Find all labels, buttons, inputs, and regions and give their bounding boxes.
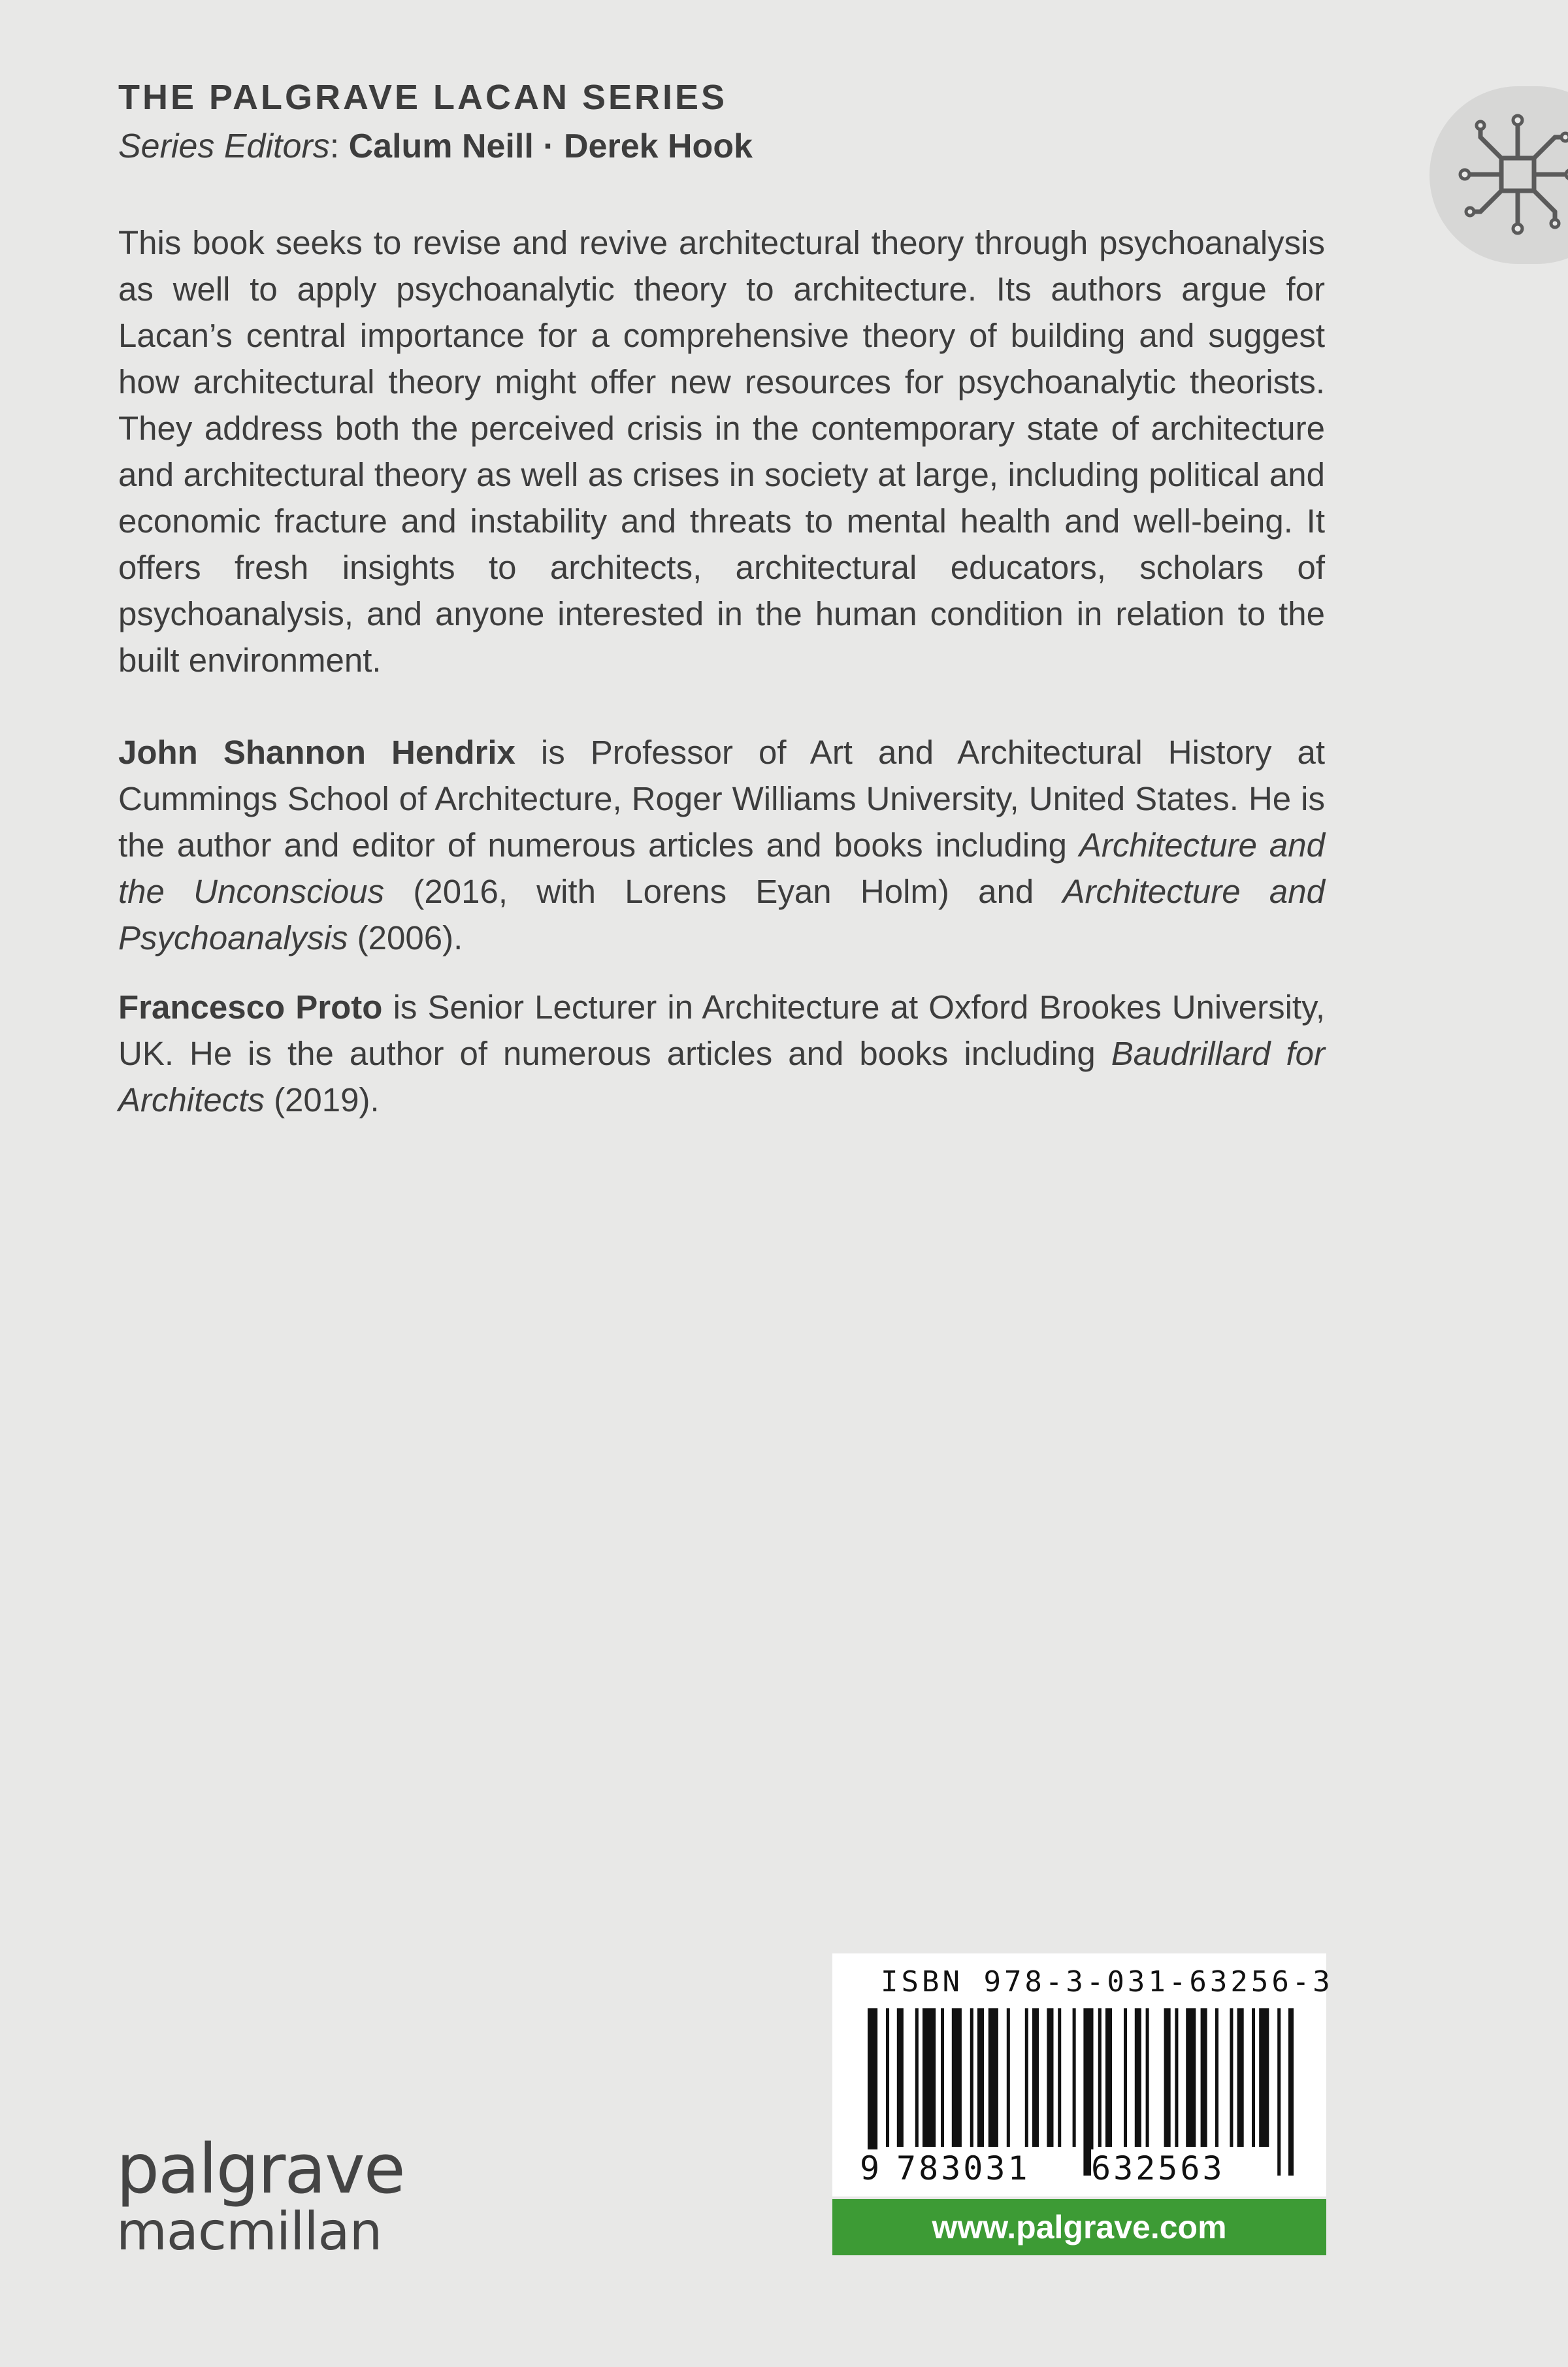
isbn-barcode: [832, 1953, 1333, 2196]
barcode-bar: [897, 2008, 904, 2147]
barcode-bar: [1025, 2008, 1028, 2147]
barcode-bar: [1135, 2008, 1141, 2147]
barcode-bar: [977, 2008, 984, 2147]
barcode-bar: [1288, 2008, 1294, 2176]
description-paragraph: This book seeks to revise and revive architectural theory through psychoanalysis as well to apply psychoanalytic theory to architecture. Its authors argue for Lacan’s central importance for a comprehensive theory of building and suggest how architectural theory might offer new resources for psychoanalytic theorists. They address both the perceived crisis in the contemporary state of architecture and architectural theory as well as crises in society at large, including political and economic fracture and instability and threats to mental health and well-being. It offers fresh insights to architects, architectural educators, scholars of psychoanalysis, and anyone interested in the human condition in relation to the built environment.: [118, 224, 1325, 679]
barcode-bar: [1175, 2008, 1178, 2147]
barcode-bar: [952, 2008, 962, 2147]
barcode-left-digits: 783031: [896, 2149, 1030, 2187]
barcode-bar: [1007, 2008, 1010, 2147]
author-1-name: John Shannon Hendrix: [118, 734, 515, 771]
circuit-compass-icon: [1456, 112, 1568, 237]
palgrave-macmillan-logo: [116, 2129, 404, 2262]
author-2-book-1: Baudrillard for Architects: [118, 1035, 1325, 1118]
barcode-bar: [1124, 2008, 1127, 2147]
barcode-bar: [1058, 2008, 1061, 2147]
author-bio-proto: [118, 984, 1325, 1123]
barcode-bar: [1277, 2008, 1281, 2176]
barcode-bar: [1073, 2008, 1076, 2147]
barcode-bar: [1098, 2008, 1102, 2147]
barcode-bar: [1032, 2008, 1039, 2147]
series-title: THE PALGRAVE LACAN SERIES: [118, 78, 728, 117]
barcode-bar: [1230, 2008, 1233, 2147]
author-1-bio-c: (2006).: [348, 919, 463, 956]
barcode-bar: [923, 2008, 936, 2147]
series-editors-label: Series Editors: [118, 127, 330, 165]
barcode-bar: [915, 2008, 919, 2147]
author-1-bio-a: is Professor of Art and Architectural History at Cummings School of Architecture, Roger Williams University, United States. He is the author and editor of numerous articles and books including: [118, 734, 1326, 864]
barcode-bar: [1186, 2008, 1196, 2147]
publisher-url[interactable]: www.palgrave.com: [832, 2199, 1326, 2255]
barcode-bar: [886, 2008, 889, 2147]
barcode-bar: [1105, 2008, 1112, 2147]
barcode-bar: [1164, 2008, 1171, 2147]
barcode-right-digits: 632563: [1091, 2149, 1225, 2187]
barcode-bar: [1047, 2008, 1053, 2147]
series-logo-badge: [1429, 86, 1568, 264]
book-description: [118, 220, 1325, 683]
author-2-bio-a: is Senior Lecturer in Architecture at Oxford Brookes University, UK. He is the author of numerous articles and books including: [118, 988, 1325, 1072]
publisher-logo-line-2: macmillan: [116, 2201, 382, 2262]
author-1-bio-b: (2016, with Lorens Eyan Holm) and: [384, 873, 1063, 910]
barcode-bar: [1237, 2008, 1244, 2147]
barcode-bar: [1201, 2008, 1207, 2147]
series-editors: [118, 127, 753, 166]
series-editor-1: Calum Neill: [348, 127, 534, 165]
series-editor-2: Derek Hook: [564, 127, 753, 165]
series-editors-separator: :: [329, 127, 340, 165]
series-editor-dot: ·: [533, 127, 564, 165]
barcode-bar: [1215, 2008, 1218, 2147]
author-2-name: Francesco Proto: [118, 988, 383, 1026]
author-2-bio-b: (2019).: [264, 1081, 380, 1118]
barcode-bar: [1146, 2008, 1149, 2147]
author-1-book-1: Architecture and the Unconscious: [118, 826, 1326, 910]
barcode-lead-digit: 9: [860, 2149, 880, 2187]
barcode-bar: [1259, 2008, 1269, 2147]
author-bio-hendrix: [118, 729, 1325, 961]
barcode-bar: [1252, 2008, 1255, 2147]
publisher-logo-line-1: palgrave: [116, 2129, 404, 2209]
barcode-bar: [988, 2008, 998, 2147]
isbn-text: ISBN 978-3-031-63256-3: [881, 1965, 1333, 1999]
author-1-book-2: Architecture and Psychoanalysis: [118, 873, 1325, 956]
barcode-bar: [941, 2008, 944, 2147]
barcode-bar: [970, 2008, 973, 2147]
